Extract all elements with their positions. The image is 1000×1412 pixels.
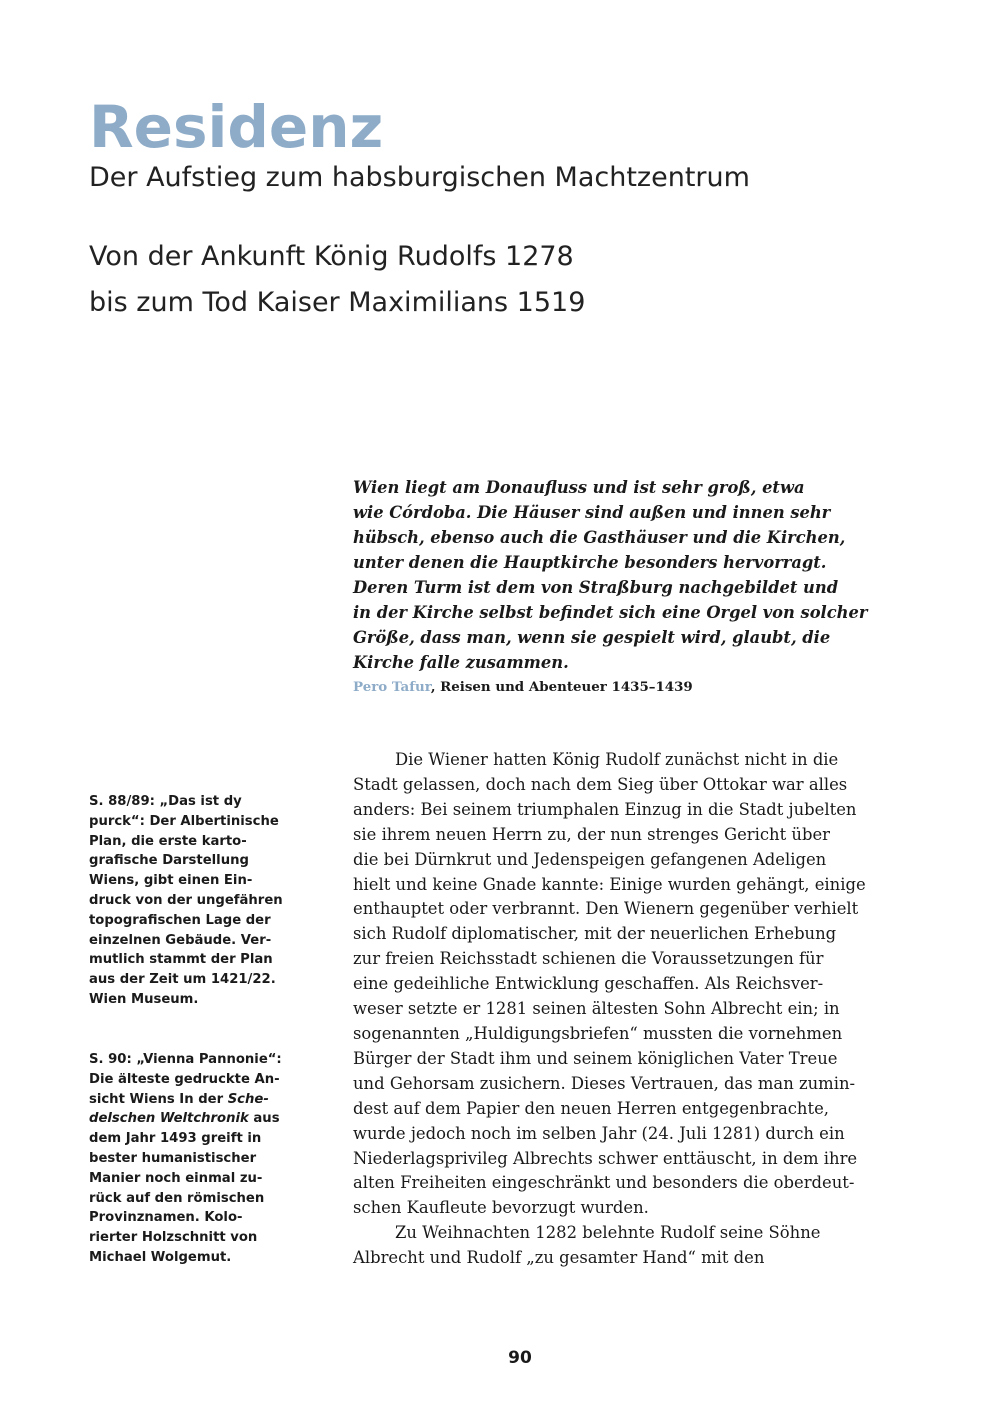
body-line: Niederlagsprivileg Albrechts schwer enttäuscht, in dem ihre — [353, 1148, 858, 1168]
quote-line: Deren Turm ist dem von Straßburg nachgebildet und — [353, 578, 839, 597]
caption-line: Plan, die erste karto- — [89, 833, 247, 849]
caption-line: bester humanistischer — [89, 1150, 257, 1166]
caption-italic-text: delschen Weltchronik — [89, 1111, 249, 1127]
caption-line: druck von der ungefähren — [89, 892, 283, 908]
quote-line: hübsch, ebenso auch die Gasthäuser und die Kirchen, — [353, 528, 846, 547]
body-line: anders: Bei seinem triumphalen Einzug in die Stadt jubelten — [353, 799, 857, 819]
body-line: Die Wiener hatten König Rudolf zunächst nicht in die — [395, 750, 839, 769]
caption-line: Provinznamen. Kolo- — [89, 1210, 243, 1226]
chapter-period — [89, 234, 585, 326]
quote-line: Wien liegt am Donaufluss und ist sehr groß, etwa — [353, 478, 805, 497]
caption-line — [89, 1090, 289, 1110]
quote-source: , Reisen und Abenteuer 1435–1439 — [430, 679, 693, 695]
caption-line: Manier noch einmal zu- — [89, 1170, 263, 1186]
quote-line: in der Kirche selbst befindet sich eine Orgel von solcher — [353, 603, 868, 622]
caption-line: aus der Zeit um 1421/22. — [89, 972, 276, 988]
caption-line: purck“: Der Albertinische — [89, 813, 279, 829]
image-caption-2 — [89, 1050, 289, 1268]
caption-line: rierter Holzschnitt von — [89, 1230, 258, 1246]
body-line: sie ihrem neuen Herrn zu, der nun strenges Gericht über — [353, 824, 830, 844]
body-line: Zu Weihnachten 1282 belehnte Rudolf seine Söhne — [395, 1223, 821, 1243]
caption-text: sicht Wiens In der — [89, 1091, 228, 1107]
caption-line: Wiens, gibt einen Ein- — [89, 873, 253, 889]
caption-line: Die älteste gedruckte An- — [89, 1071, 280, 1087]
body-line: die bei Dürnkrut und Jedenspeigen gefangenen Adeligen — [353, 849, 827, 869]
caption-line: grafische Darstellung — [89, 853, 249, 869]
body-line: Stadt gelassen, doch nach dem Sieg über Ottokar war alles — [353, 774, 848, 794]
caption-line: S. 88/89: „Das ist dy — [89, 794, 242, 809]
chapter-title: Residenz — [89, 93, 384, 161]
body-text — [353, 748, 866, 1271]
caption-line: mutlich stammt der Plan — [89, 952, 273, 968]
caption-line: rück auf den römischen — [89, 1190, 265, 1206]
quote-line: Kirche falle zusammen. — [353, 653, 569, 672]
caption-line: S. 90: „Vienna Pannonie“: — [89, 1052, 282, 1067]
body-line: wurde jedoch noch im selben Jahr (24. Juli 1281) durch ein — [353, 1123, 845, 1143]
caption-line: Michael Wolgemut. — [89, 1249, 232, 1265]
period-line: bis zum Tod Kaiser Maximilians 1519 — [89, 287, 586, 318]
caption-line: einzelnen Gebäude. Ver- — [89, 932, 272, 948]
body-line: zur freien Reichsstadt schienen die Voraussetzungen für — [353, 949, 824, 969]
body-line: Albrecht und Rudolf „zu gesamter Hand“ mit den — [353, 1248, 765, 1268]
body-line: alten Freiheiten eingeschränkt und besonders die oberdeut- — [353, 1173, 855, 1193]
quote-author: Pero Tafur — [353, 679, 431, 695]
body-line: schen Kaufleute bevorzugt wurden. — [353, 1198, 649, 1218]
caption-text: aus — [248, 1111, 280, 1127]
image-caption-1 — [89, 792, 289, 1010]
caption-line: Wien Museum. — [89, 991, 199, 1007]
caption-italic-text: Sche- — [227, 1091, 269, 1107]
period-line: Von der Ankunft König Rudolfs 1278 — [89, 241, 574, 272]
body-line: und Gehorsam zusichern. Dieses Vertrauen, das man zumin- — [353, 1073, 856, 1093]
caption-line: dem Jahr 1493 greift in — [89, 1131, 262, 1147]
body-line: weser setzte er 1281 seinen ältesten Sohn Albrecht ein; in — [353, 999, 840, 1019]
epigraph-quote — [353, 475, 873, 675]
caption-line — [89, 1109, 289, 1129]
quote-line: unter denen die Hauptkirche besonders hervorragt. — [353, 553, 827, 572]
quote-line: Größe, dass man, wenn sie gespielt wird, glaubt, die — [353, 628, 831, 647]
quote-attribution — [353, 677, 693, 697]
chapter-subtitle: Der Aufstieg zum habsburgischen Machtzentrum — [89, 162, 750, 193]
quote-line: wie Córdoba. Die Häuser sind außen und innen sehr — [353, 503, 831, 522]
page-number: 90 — [508, 1348, 532, 1368]
body-line: Bürger der Stadt ihm und seinem königlichen Vater Treue — [353, 1048, 838, 1068]
body-line: hielt und keine Gnade kannte: Einige wurden gehängt, einige — [353, 874, 866, 894]
body-line: enthauptet oder verbrannt. Den Wienern gegenüber verhielt — [353, 899, 859, 919]
caption-line: topografischen Lage der — [89, 912, 271, 928]
body-line: sogenannten „Huldigungsbriefen“ mussten die vornehmen — [353, 1023, 843, 1043]
body-line: sich Rudolf diplomatischer, mit der neuerlichen Erhebung — [353, 924, 837, 944]
body-line: dest auf dem Papier den neuen Herren entgegenbrachte, — [353, 1098, 829, 1118]
body-line: eine gedeihliche Entwicklung geschaffen. Als Reichsver- — [353, 974, 824, 994]
